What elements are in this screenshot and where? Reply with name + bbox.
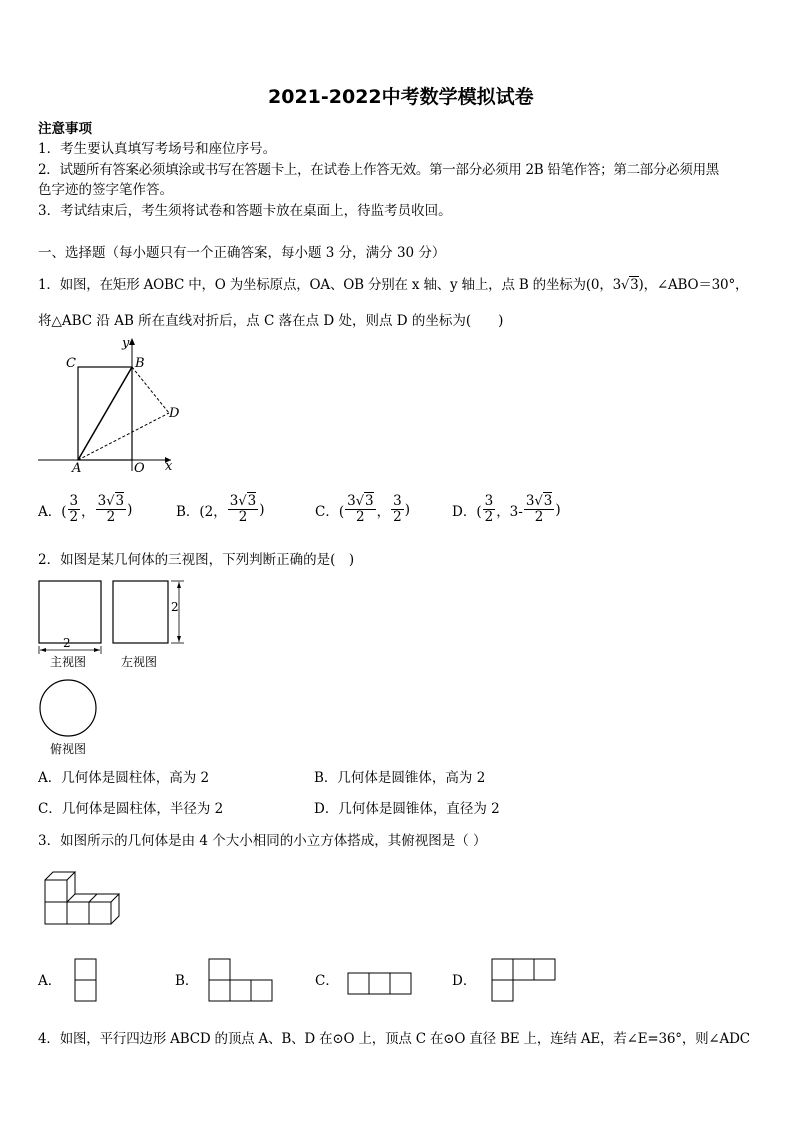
q3-option-c-label[interactable]: C． [315, 973, 339, 989]
q2-option-a[interactable]: A．几何体是圆柱体，高为 2 [38, 770, 210, 786]
q2-stem: 2．如图是某几何体的三视图，下列判断正确的是( ) [38, 552, 355, 568]
q1-label-y: y [122, 336, 130, 351]
notice-heading: 注意事项 [38, 121, 92, 137]
page-title: 2021-2022中考数学模拟试卷 [268, 86, 534, 108]
q2-label-left: 左视图 [121, 655, 158, 669]
q1-figure [36, 336, 186, 476]
q2-dim-width: 2 [63, 636, 71, 650]
q3-option-a-figure[interactable] [74, 958, 98, 1002]
q1-label-B: B [135, 356, 145, 371]
q1-label-x: x [165, 459, 173, 474]
q1-option-b[interactable]: B．(2， $\frac{3√3}{2}$ ) [176, 493, 265, 525]
q1-stem-line1: 1．如图，在矩形 AOBC 中，O 为坐标原点，OA、OB 分别在 x 轴、y 轴上，点 B 的坐标为(0，3√3)，∠ABO＝30°， [38, 277, 749, 293]
q3-option-b-label[interactable]: B． [175, 973, 199, 989]
notice-item-2: 2．试题所有答案必须填涂或书写在答题卡上，在试卷上作答无效。第一部分必须用 2B 铅笔作答；第二部分必须用黑 [38, 162, 719, 178]
q1-label-C: C [66, 356, 76, 371]
notice-item-3: 3．考试结束后，考生须将试卷和答题卡放在桌面上，待监考员收回。 [38, 203, 452, 219]
q1-label-A: A [72, 461, 82, 476]
q1-option-a[interactable]: A．( $\frac{3}{2}$ ， $\frac{3√3}{2}$ ) [38, 493, 133, 525]
q3-option-d-label[interactable]: D． [452, 973, 477, 989]
q2-dim-height: 2 [171, 600, 179, 614]
q3-option-a-label[interactable]: A． [38, 973, 62, 989]
q1-option-c[interactable]: C．( $\frac{3√3}{2}$ ， $\frac{3}{2}$ ) [315, 493, 410, 525]
q2-option-b[interactable]: B．几何体是圆锥体，高为 2 [314, 770, 486, 786]
q4-stem: 4．如图，平行四边形 ABCD 的顶点 A、B、D 在⊙O 上，顶点 C 在⊙O 直径 BE 上，连结 AE，若∠E=36°，则∠ADC [38, 1031, 750, 1047]
q2-label-front: 主视图 [50, 655, 87, 669]
q3-option-c-figure[interactable] [347, 972, 415, 997]
notice-item-2-cont: 色字迹的签字笔作答。 [38, 182, 173, 198]
q1-label-O: O [134, 461, 145, 476]
q3-stem: 3．如图所示的几何体是由 4 个大小相同的小立方体搭成，其俯视图是（ ） [38, 833, 487, 849]
q3-cube-figure [44, 870, 124, 926]
q2-label-top: 俯视图 [50, 742, 87, 756]
q2-option-c[interactable]: C．几何体是圆柱体，半径为 2 [38, 801, 224, 817]
section-heading: 一、选择题（每小题只有一个正确答案，每小题 3 分，满分 30 分） [38, 245, 446, 261]
q2-option-d[interactable]: D．几何体是圆锥体，直径为 2 [314, 801, 500, 817]
q1-label-D: D [169, 406, 180, 421]
notice-item-1: 1．考生要认真填写考场号和座位序号。 [38, 141, 277, 157]
q3-option-b-figure[interactable] [208, 958, 276, 1004]
q1-stem-line2: 将△ABC 沿 AB 所在直线对折后，点 C 落在点 D 处，则点 D 的坐标为( ) [38, 313, 504, 329]
q3-option-d-figure[interactable] [491, 958, 559, 1004]
q1-option-d[interactable]: D．( $\frac{3}{2}$ ，3- $\frac{3√3}{2}$ ) [452, 493, 561, 525]
